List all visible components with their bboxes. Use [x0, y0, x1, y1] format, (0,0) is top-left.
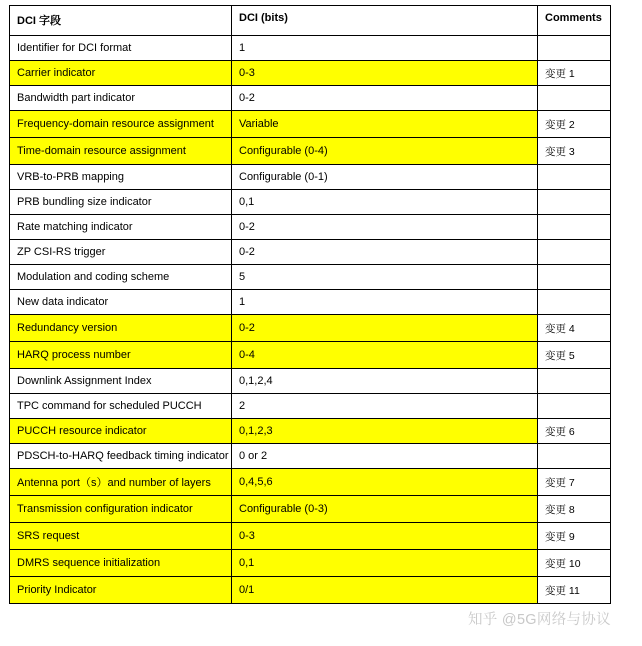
cell-field: Transmission configuration indicator [10, 496, 232, 523]
cell-comment: 变更 2 [538, 111, 611, 138]
cell-field: Redundancy version [10, 315, 232, 342]
cell-comment [538, 86, 611, 111]
table-row [10, 240, 611, 265]
table-row [10, 215, 611, 240]
cell-bits: 0-2 [232, 86, 538, 111]
cell-field: Antenna port（s）and number of layers [10, 469, 232, 496]
cell-bits: Configurable (0-3) [232, 496, 538, 523]
cell-field: Identifier for DCI format [10, 36, 232, 61]
cell-comment: 变更 5 [538, 342, 611, 369]
table-row [10, 36, 611, 61]
cell-comment [538, 369, 611, 394]
cell-bits: 0,1 [232, 550, 538, 577]
cell-bits: 5 [232, 265, 538, 290]
watermark: 知乎 @5G网络与协议 [468, 612, 611, 628]
cell-bits: 0,1,2,4 [232, 369, 538, 394]
cell-field: HARQ process number [10, 342, 232, 369]
cell-field: Modulation and coding scheme [10, 265, 232, 290]
cell-bits: 2 [232, 394, 538, 419]
cell-comment: 变更 7 [538, 469, 611, 496]
cell-bits: 0-3 [232, 61, 538, 86]
cell-field: PUCCH resource indicator [10, 419, 232, 444]
cell-bits: Variable [232, 111, 538, 138]
cell-field: Rate matching indicator [10, 215, 232, 240]
header-dci-field: DCI 字段 [10, 6, 232, 36]
cell-comment: 变更 3 [538, 138, 611, 165]
table-row [10, 469, 611, 496]
cell-field: Carrier indicator [10, 61, 232, 86]
cell-bits: 0,4,5,6 [232, 469, 538, 496]
table-row [10, 550, 611, 577]
cell-comment [538, 190, 611, 215]
cell-bits: 0-2 [232, 240, 538, 265]
table-row [10, 496, 611, 523]
cell-field: Bandwidth part indicator [10, 86, 232, 111]
table-row [10, 138, 611, 165]
table-row [10, 111, 611, 138]
cell-comment [538, 444, 611, 469]
table-row [10, 265, 611, 290]
table-row [10, 523, 611, 550]
cell-bits: 0,1,2,3 [232, 419, 538, 444]
header-dci-bits: DCI (bits) [232, 6, 538, 36]
table-row [10, 290, 611, 315]
table-row [10, 577, 611, 604]
cell-field: VRB-to-PRB mapping [10, 165, 232, 190]
cell-comment [538, 215, 611, 240]
cell-bits: 1 [232, 36, 538, 61]
table-row [10, 394, 611, 419]
cell-comment: 变更 9 [538, 523, 611, 550]
cell-bits: 0-2 [232, 315, 538, 342]
cell-bits: Configurable (0-4) [232, 138, 538, 165]
dci-field-table [9, 5, 611, 604]
cell-bits: 0/1 [232, 577, 538, 604]
cell-comment: 变更 1 [538, 61, 611, 86]
table-header-row [10, 6, 611, 36]
cell-bits: 0-2 [232, 215, 538, 240]
cell-comment: 变更 4 [538, 315, 611, 342]
cell-bits: 1 [232, 290, 538, 315]
cell-comment: 变更 8 [538, 496, 611, 523]
table-row [10, 444, 611, 469]
cell-field: SRS request [10, 523, 232, 550]
table-row [10, 342, 611, 369]
table-row [10, 369, 611, 394]
cell-bits: 0-3 [232, 523, 538, 550]
table-row [10, 419, 611, 444]
cell-field: DMRS sequence initialization [10, 550, 232, 577]
table-row [10, 86, 611, 111]
cell-field: PDSCH-to-HARQ feedback timing indicator [10, 444, 232, 469]
cell-field: New data indicator [10, 290, 232, 315]
cell-comment: 变更 11 [538, 577, 611, 604]
table-row [10, 315, 611, 342]
table-row [10, 61, 611, 86]
cell-comment: 变更 6 [538, 419, 611, 444]
cell-bits: 0,1 [232, 190, 538, 215]
cell-comment [538, 165, 611, 190]
cell-field: ZP CSI-RS trigger [10, 240, 232, 265]
cell-field: Priority Indicator [10, 577, 232, 604]
cell-field: PRB bundling size indicator [10, 190, 232, 215]
cell-bits: 0-4 [232, 342, 538, 369]
cell-comment [538, 240, 611, 265]
cell-field: TPC command for scheduled PUCCH [10, 394, 232, 419]
cell-bits: Configurable (0-1) [232, 165, 538, 190]
cell-comment [538, 394, 611, 419]
cell-field: Frequency-domain resource assignment [10, 111, 232, 138]
cell-comment: 变更 10 [538, 550, 611, 577]
table-row [10, 190, 611, 215]
cell-comment [538, 290, 611, 315]
cell-bits: 0 or 2 [232, 444, 538, 469]
table-row [10, 165, 611, 190]
header-comments: Comments [538, 6, 611, 36]
cell-field: Downlink Assignment Index [10, 369, 232, 394]
cell-comment [538, 36, 611, 61]
cell-comment [538, 265, 611, 290]
cell-field: Time-domain resource assignment [10, 138, 232, 165]
